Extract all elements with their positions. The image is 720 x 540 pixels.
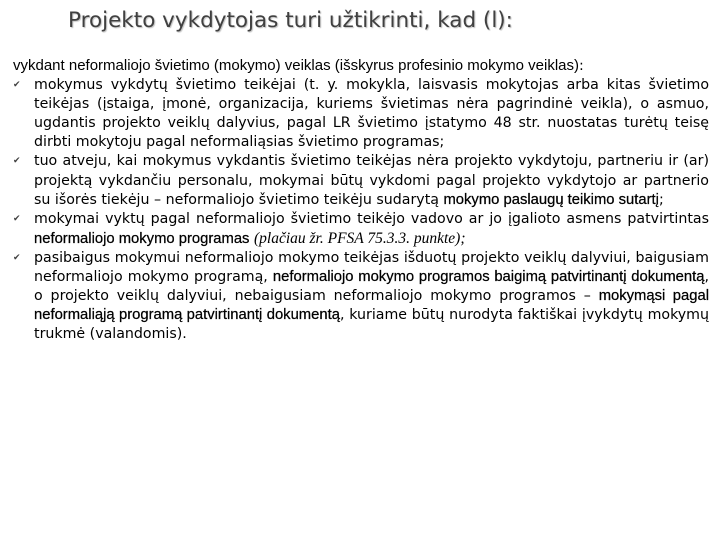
item-text: tuo atveju, kai mokymus vykdantis švietimo teikėjas nėra projekto vykdytoju, partneriu ir (ar) projektą vykdančiu personalu, mokymai būtų vykdomi pagal projekto vykdytojo ar partnerio su išorės tiekėju – neformaliojo švietimo teikėju sudarytą (34, 153, 709, 208)
item-reference: (plačiau žr. PFSA 75.3.3. punkte); (253, 229, 466, 247)
item-emphasis: mokymąsi pagal neformaliąją programą patvirtinantį dokumentą (34, 288, 709, 324)
list-bullet-icon: ✔ (13, 213, 21, 224)
item-text-middle: , o projekto veiklų dalyviui, nebaigusiam neformaliojo mokymo programos – (34, 269, 709, 305)
list-bullet-icon: ✔ (13, 80, 21, 91)
list-item (13, 152, 709, 209)
list-bullet-icon: ✔ (13, 156, 21, 167)
item-text: mokymus vykdytų švietimo teikėjai (t. y. mokykla, laisvasis mokytojas arba kitas švietimo teikėjas (įstaiga, įmonė, organizacija, kuriems švietimas nėra pagrindinė veikla), o asmuo, ugdantis projekto veiklų dalyvius, pagal LR švietimo įstatymo 48 str. nuostatas turėtų teisę dirbti mokytoju pagal neformaliąsias švietimo programas; (34, 77, 709, 151)
list-item (13, 76, 709, 152)
slide-title: Projekto vykdytojas turi užtikrinti, kad (l): (68, 8, 513, 33)
item-text-end: ; (658, 191, 664, 208)
item-text: pasibaigus mokymui neformaliojo mokymo teikėjas išduotų projekto veiklų dalyviui, baigusiam neformaliojo mokymo programą, (34, 249, 709, 286)
list-item (13, 249, 709, 344)
item-emphasis: mokymo paslaugų teikimo sutartį (443, 191, 659, 208)
item-emphasis: neformaliojo mokymo programos baigimą patvirtinantį dokumentą (272, 269, 705, 286)
item-emphasis: neformaliojo mokymo programas (34, 230, 250, 247)
item-text-end: , kuriame būtų nurodyta faktiškai įvykdytų mokymų trukmė (valandomis). (34, 307, 709, 343)
intro-lead: vykdant neformaliojo švietimo (mokymo) veiklas (išskyrus profesinio mokymo veiklas) (13, 57, 579, 74)
item-text: mokymai vyktų pagal neformaliojo švietimo teikėjo vadovo ar jo įgalioto asmens patvirtintas (34, 210, 709, 227)
intro-paragraph (13, 56, 709, 76)
list-item (13, 210, 709, 249)
list-bullet-icon: ✔ (13, 252, 21, 263)
requirements-list (13, 76, 709, 344)
intro-colon: : (579, 58, 584, 74)
slide-content (13, 56, 709, 344)
